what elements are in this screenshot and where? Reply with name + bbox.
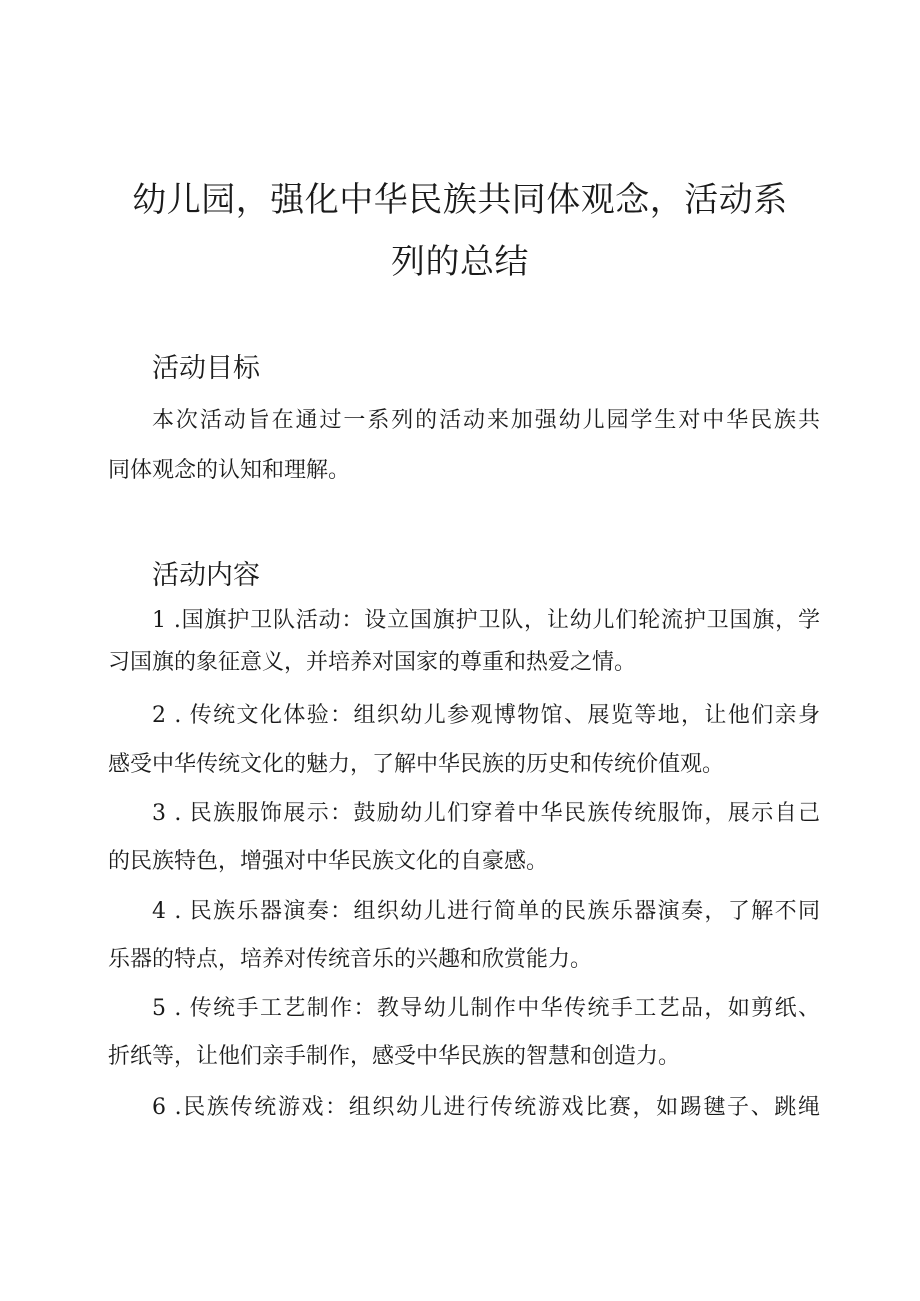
section-heading-goal: 活动目标	[152, 353, 260, 384]
goal-paragraph-line-1: 本次活动旨在通过一系列的活动来加强幼儿园学生对中华民族共	[152, 408, 820, 433]
list-item-2-line-1: 2 . 传统文化体验：组织幼儿参观博物馆、展览等地，让他们亲身	[152, 703, 820, 728]
list-item-5-line-2: 折纸等，让他们亲手制作，感受中华民族的智慧和创造力。	[108, 1044, 681, 1069]
list-item-1-line-2: 习国旗的象征意义，并培养对国家的尊重和热爱之情。	[108, 650, 637, 675]
list-item-6-line-1: 6 .民族传统游戏：组织幼儿进行传统游戏比赛，如踢毽子、跳绳	[152, 1095, 820, 1120]
list-item-4-line-1: 4 . 民族乐器演奏：组织幼儿进行简单的民族乐器演奏，了解不同	[152, 899, 820, 924]
document-title-line-1: 幼儿园，强化中华民族共同体观念，活动系	[132, 180, 788, 220]
list-item-1-line-1: 1 .国旗护卫队活动：设立国旗护卫队，让幼儿们轮流护卫国旗，学	[152, 608, 820, 633]
list-item-4-line-2: 乐器的特点，培养对传统音乐的兴趣和欣赏能力。	[108, 947, 593, 972]
list-item-3-line-1: 3 . 民族服饰展示：鼓励幼儿们穿着中华民族传统服饰，展示自己	[152, 801, 820, 826]
list-item-5-line-1: 5 . 传统手工艺制作：教导幼儿制作中华传统手工艺品，如剪纸、	[152, 996, 820, 1021]
list-item-2-line-2: 感受中华传统文化的魅力，了解中华民族的历史和传统价值观。	[108, 752, 725, 777]
list-item-3-line-2: 的民族特色，增强对中华民族文化的自豪感。	[108, 849, 549, 874]
document-title-line-2: 列的总结	[391, 242, 529, 282]
section-heading-content: 活动内容	[152, 560, 260, 591]
goal-paragraph-line-2: 同体观念的认知和理解。	[108, 458, 351, 483]
